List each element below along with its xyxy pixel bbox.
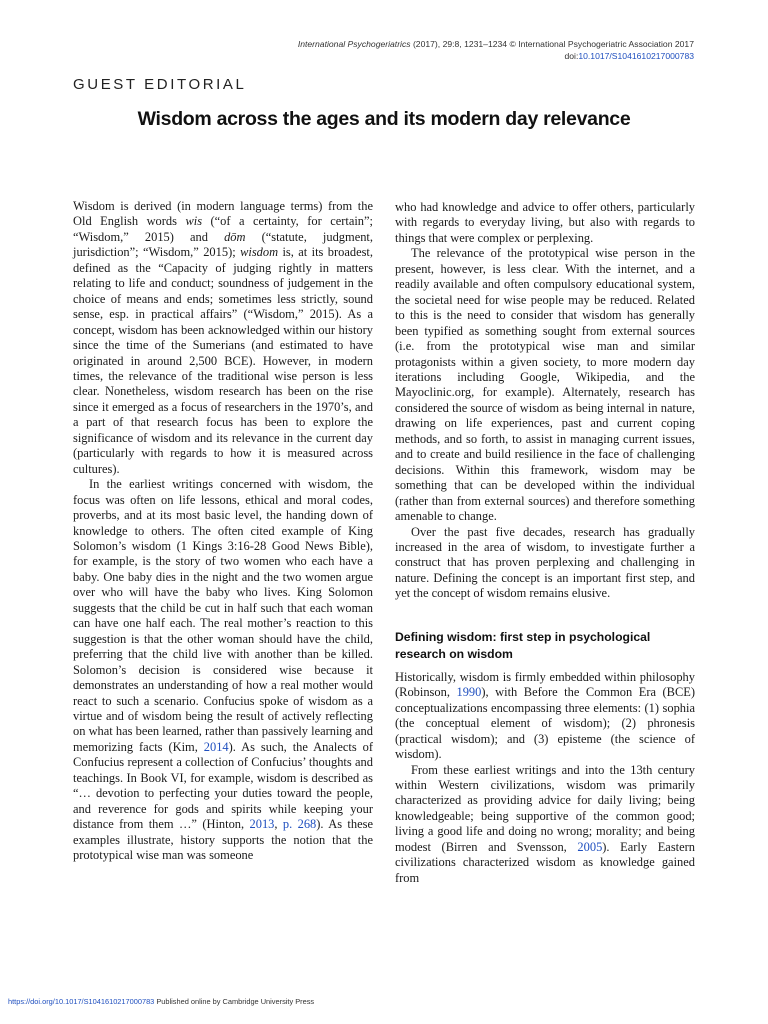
citation-link-robinson[interactable]: 1990: [456, 685, 482, 700]
text-segment: (“of a certainty, for certain”; “Wisdom,” 2015) and: [73, 214, 374, 244]
article-title: Wisdom across the ages and its modern day relevance: [137, 108, 631, 130]
doi-link[interactable]: 10.1017/S1041610217000783: [578, 51, 694, 61]
term-wisdom: wisdom: [240, 245, 279, 260]
citation-link-hinton[interactable]: 2013: [249, 817, 275, 832]
footer-doi-link[interactable]: https://doi.org/10.1017/S1041610217000783: [8, 997, 155, 1006]
paragraph-6: [395, 670, 695, 763]
text-segment: ). As such, the Analects of Confucius represent a collection of Confucius’ thoughts and teachings. In Book VI, for example, wisdom is described as “… devotion to perfecting your duties toward the people, and reverence for gods and spirits while keeping your distance from them …” (Hinton,: [73, 739, 373, 832]
journal-doi-line: [298, 50, 694, 62]
section-label: GUEST EDITORIAL: [73, 76, 247, 93]
paragraph-5: Over the past five decades, research has gradually increased in the area of wisdom, to investigate further a construct that has proven perplexing and challenging in nature. Defining the concept is an important first step, and yet the concept of wisdom remains elusive.: [395, 524, 695, 601]
text-segment: ). As these examples illustrate, history supports the notion that the prototypical wise man was someone: [73, 817, 373, 863]
citation-link-birren[interactable]: 2005: [577, 839, 603, 854]
text-segment: ,: [274, 817, 283, 832]
journal-citation: [298, 38, 694, 62]
left-column: [73, 199, 373, 863]
paragraph-2: [73, 477, 373, 863]
text-segment: ). Early Eastern civilizations characterized wisdom as knowledge gained from: [395, 839, 696, 885]
journal-name: International Psychogeriatrics: [297, 39, 411, 49]
footer-text: Published online by Cambridge University Press: [154, 997, 315, 1006]
paragraph-7: [395, 763, 695, 887]
text-segment: is, at its broadest, defined as the “Capacity of judging rightly in matters relating to life and conduct; soundness of judgement in the choice of means and ends; sometimes less strictly, sound sense, esp. in practical affairs” (“Wisdom,” 2015). As a concept, wisdom has been acknowledged within our history since the time of the Sumerians (and estimated to have originated in around 2,500 BCE). However, in modern times, the relevance of the traditional wise person is less clear. Nonetheless, wisdom research has been on the rise since it emerged as a focus of researchers in the 1970’s, and a part of that research focus has been to explore the significance of wisdom and its relevance in the current day (particularly with regards to how it is measured across cultures).: [73, 245, 373, 476]
paragraph-1: [73, 199, 373, 477]
page-footer: [8, 997, 314, 1006]
paragraph-3: who had knowledge and advice to offer others, particularly with regards to everyday living, but also with regards to things that were complex or perplexing.: [395, 200, 695, 245]
doi-prefix: doi:: [564, 51, 579, 61]
section-heading: Defining wisdom: first step in psychological research on wisdom: [395, 629, 651, 661]
citation-link-hinton-page[interactable]: p. 268: [282, 817, 317, 832]
text-segment: ), with Before the Common Era (BCE) conceptualizations encompassing three elements: (1) sophia (the conceptual element of wisdom); (2) phronesis (practical wisdom); and (3) episteme (the science of wisdom).: [395, 685, 696, 762]
term-dom: dōm: [224, 229, 246, 244]
text-segment: From these earliest writings and into the 13th century within Western civilizations, wisdom was primarily characterized as providing advice for daily living; being knowledgeable; being supportive of the common good; living a good life and doing no wrong; morality; and being modest (Birren and Svensson,: [395, 762, 695, 854]
text-segment: Wisdom is derived (in modern language terms) from the Old English words: [73, 199, 373, 229]
term-wis: wis: [185, 214, 203, 229]
text-segment: (“statute, judgment, jurisdiction”; “Wisdom,” 2015);: [73, 229, 373, 260]
journal-citation-line: [298, 38, 694, 50]
text-segment: In the earliest writings concerned with wisdom, the focus was often on life lessons, ethical and moral codes, proverbs, and at its most basic level, the handing down of knowledge to others. The often cited example of King Solomon’s wisdom (1 Kings 3:16-28 Good News Bible), for example, is the story of two women who each have a baby. One baby dies in the night and the two women argue over who will have the baby who lives. King Solomon suggests that the child be cut in half such that each woman can have one half each. The real mother’s reaction to this suggestion is that the other woman should have the child, preferring that the child live with another than be killed. Solomon’s decision is considered wise because it demonstrates an understanding of how a real mother would react to such a scenario. Confucius spoke of wisdom as a virtue and of wisdom being the result of actively reflecting on what has been learned, rather than passively learning and memorizing facts (Kim,: [73, 477, 373, 754]
citation-link-kim[interactable]: 2014: [203, 739, 229, 754]
journal-volume: (2017), 29:8, 1231–1234 © International Psychogeriatric Association 2017: [410, 39, 694, 49]
right-column: [395, 200, 695, 886]
text-segment: Historically, wisdom is firmly embedded within philosophy (Robinson,: [395, 669, 695, 700]
paragraph-4: The relevance of the prototypical wise person in the present, however, is less clear. With the internet, and a readily available and often compulsory educational system, the societal need for wise people may be reduced. Related to this is the need to consider that wisdom has generally been typified as something sought from external sources (i.e. from the prototypical wise man and similar protagonists within a given society, to more modern day iterations including Google, Wikipedia, and the Mayoclinic.org, for example). Alternately, research has considered the source of wisdom as being internal in nature, drawing on life experiences, past and current coping methods, and so forth, to assist in managing current issues, and to create and build resilience in the face of challenging decisions. Within this framework, wisdom may be something that can be developed within the individual (rather than from external sources) and therefore something amenable to change.: [395, 246, 695, 524]
